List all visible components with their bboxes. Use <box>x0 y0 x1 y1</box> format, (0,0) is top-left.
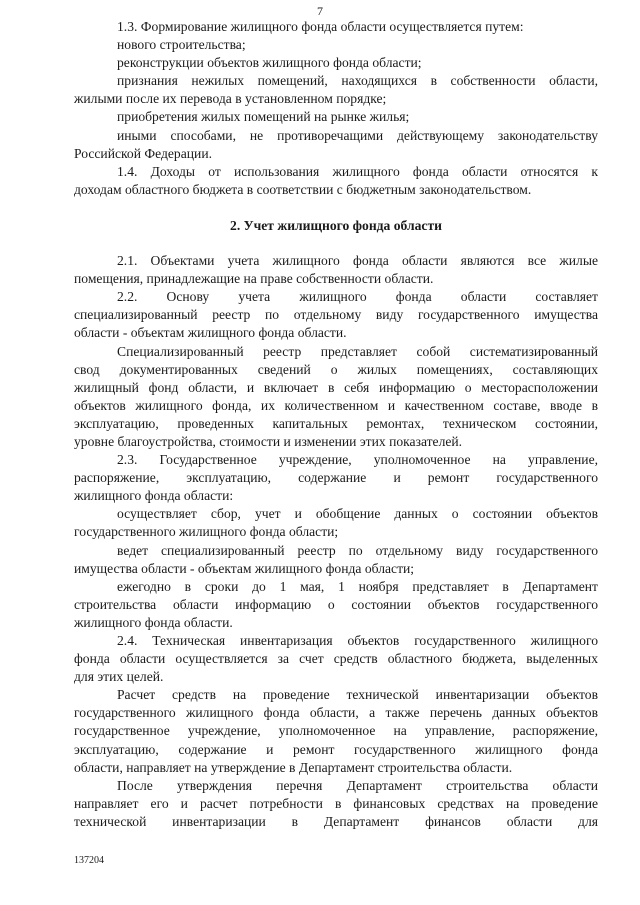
text-line: осуществляет сбор, учет и обобщение данных о состоянии объектов <box>117 506 598 522</box>
text-line: жилищного фонда области. <box>74 614 233 630</box>
text-line: для этих целей. <box>74 669 164 685</box>
text-line: 2.4. Техническая инвентаризация объектов государственного жилищного <box>117 633 598 648</box>
text-line: жилыми после их перевода в установленном порядке; <box>74 91 387 107</box>
text-line: распоряжение, эксплуатацию, содержание и ремонт государственного <box>74 470 598 486</box>
text-line: ведет специализированный реестр по отдельному виду государственного <box>117 542 598 558</box>
text-line: признания нежилых помещений, находящихся в собственности области, <box>117 73 598 89</box>
text-line: области - объектам жилищного фонда области. <box>74 325 347 341</box>
text-line: технической инвентаризации в Департамент финансов области для <box>74 813 598 829</box>
text-line: Расчет средств на проведение технической инвентаризации объектов <box>117 687 598 703</box>
text-line: специализированный реестр по отдельному виду государственного имущества <box>74 307 598 323</box>
text-line: 2.1. Объектами учета жилищного фонда области являются все жилые <box>117 253 598 269</box>
text-line: помещения, принадлежащие на праве собственности области. <box>74 271 434 287</box>
text-line: Специализированный реестр представляет собой систематизированный <box>117 343 598 359</box>
text-line: иными способами, не противоречащими действующему законодательству <box>117 127 598 143</box>
text-line: направляет его и расчет потребности в финансовых средствах на проведение <box>74 795 598 811</box>
document-code: 137204 <box>74 855 104 866</box>
text-line: свод документированных сведений о жилых помещениях, составляющих <box>74 361 598 377</box>
section-2-paragraphs <box>74 252 598 831</box>
text-line: 1.3. Формирование жилищного фонда области осуществляется путем: <box>117 19 524 34</box>
text-line: объектов жилищного фонда, их количественном и качественном составе, вводе в <box>74 397 598 413</box>
text-line: эксплуатацию, проведенных капитальных ремонтах, техническом состоянии, <box>74 415 598 431</box>
text-line: жилищный фонд области, и включает в себя информацию о месторасположении <box>74 379 598 395</box>
text-line: строительства области информацию о состоянии объектов государственного <box>74 596 598 612</box>
text-line: нового строительства; <box>117 37 246 53</box>
document-body <box>74 18 598 831</box>
text-line: государственного жилищного фонда области, а также перечень данных объектов <box>74 705 598 721</box>
text-line: уровне благоустройства, стоимости и изменении этих показателей. <box>74 433 463 449</box>
section-1-paragraphs <box>74 18 598 199</box>
text-line: государственного жилищного фонда области; <box>74 524 339 540</box>
page-number: 7 <box>317 4 323 18</box>
text-line: 2.3. Государственное учреждение, уполномоченное на управление, <box>117 452 598 468</box>
text-line: После утверждения перечня Департамент строительства области <box>117 777 598 793</box>
text-line: фонда области осуществляется за счет средств областного бюджета, выделенных <box>74 651 598 667</box>
text-line: жилищного фонда области: <box>74 488 234 504</box>
text-line: ежегодно в сроки до 1 мая, 1 ноября представляет в Департамент <box>117 578 598 594</box>
text-line: 2.2. Основу учета жилищного фонда области составляет <box>117 289 598 305</box>
text-line: Российской Федерации. <box>74 145 212 161</box>
text-line: государственное учреждение, уполномоченное на управление, распоряжение, <box>74 723 598 739</box>
text-line: имущества области - объектам жилищного фонда области; <box>74 560 415 576</box>
text-line: доходам областного бюджета в соответствии с бюджетным законодательством. <box>74 181 532 197</box>
text-line: 1.4. Доходы от использования жилищного фонда области относятся к <box>117 163 598 179</box>
text-line: эксплуатацию, содержание и ремонт государственного жилищного фонда <box>74 741 598 757</box>
text-line: приобретения жилых помещений на рынке жилья; <box>117 109 410 125</box>
section-2-heading: 2. Учет жилищного фонда области <box>230 217 442 233</box>
text-line: области, направляет на утверждение в Департамент строительства области. <box>74 759 513 775</box>
text-line: реконструкции объектов жилищного фонда области; <box>117 55 422 71</box>
